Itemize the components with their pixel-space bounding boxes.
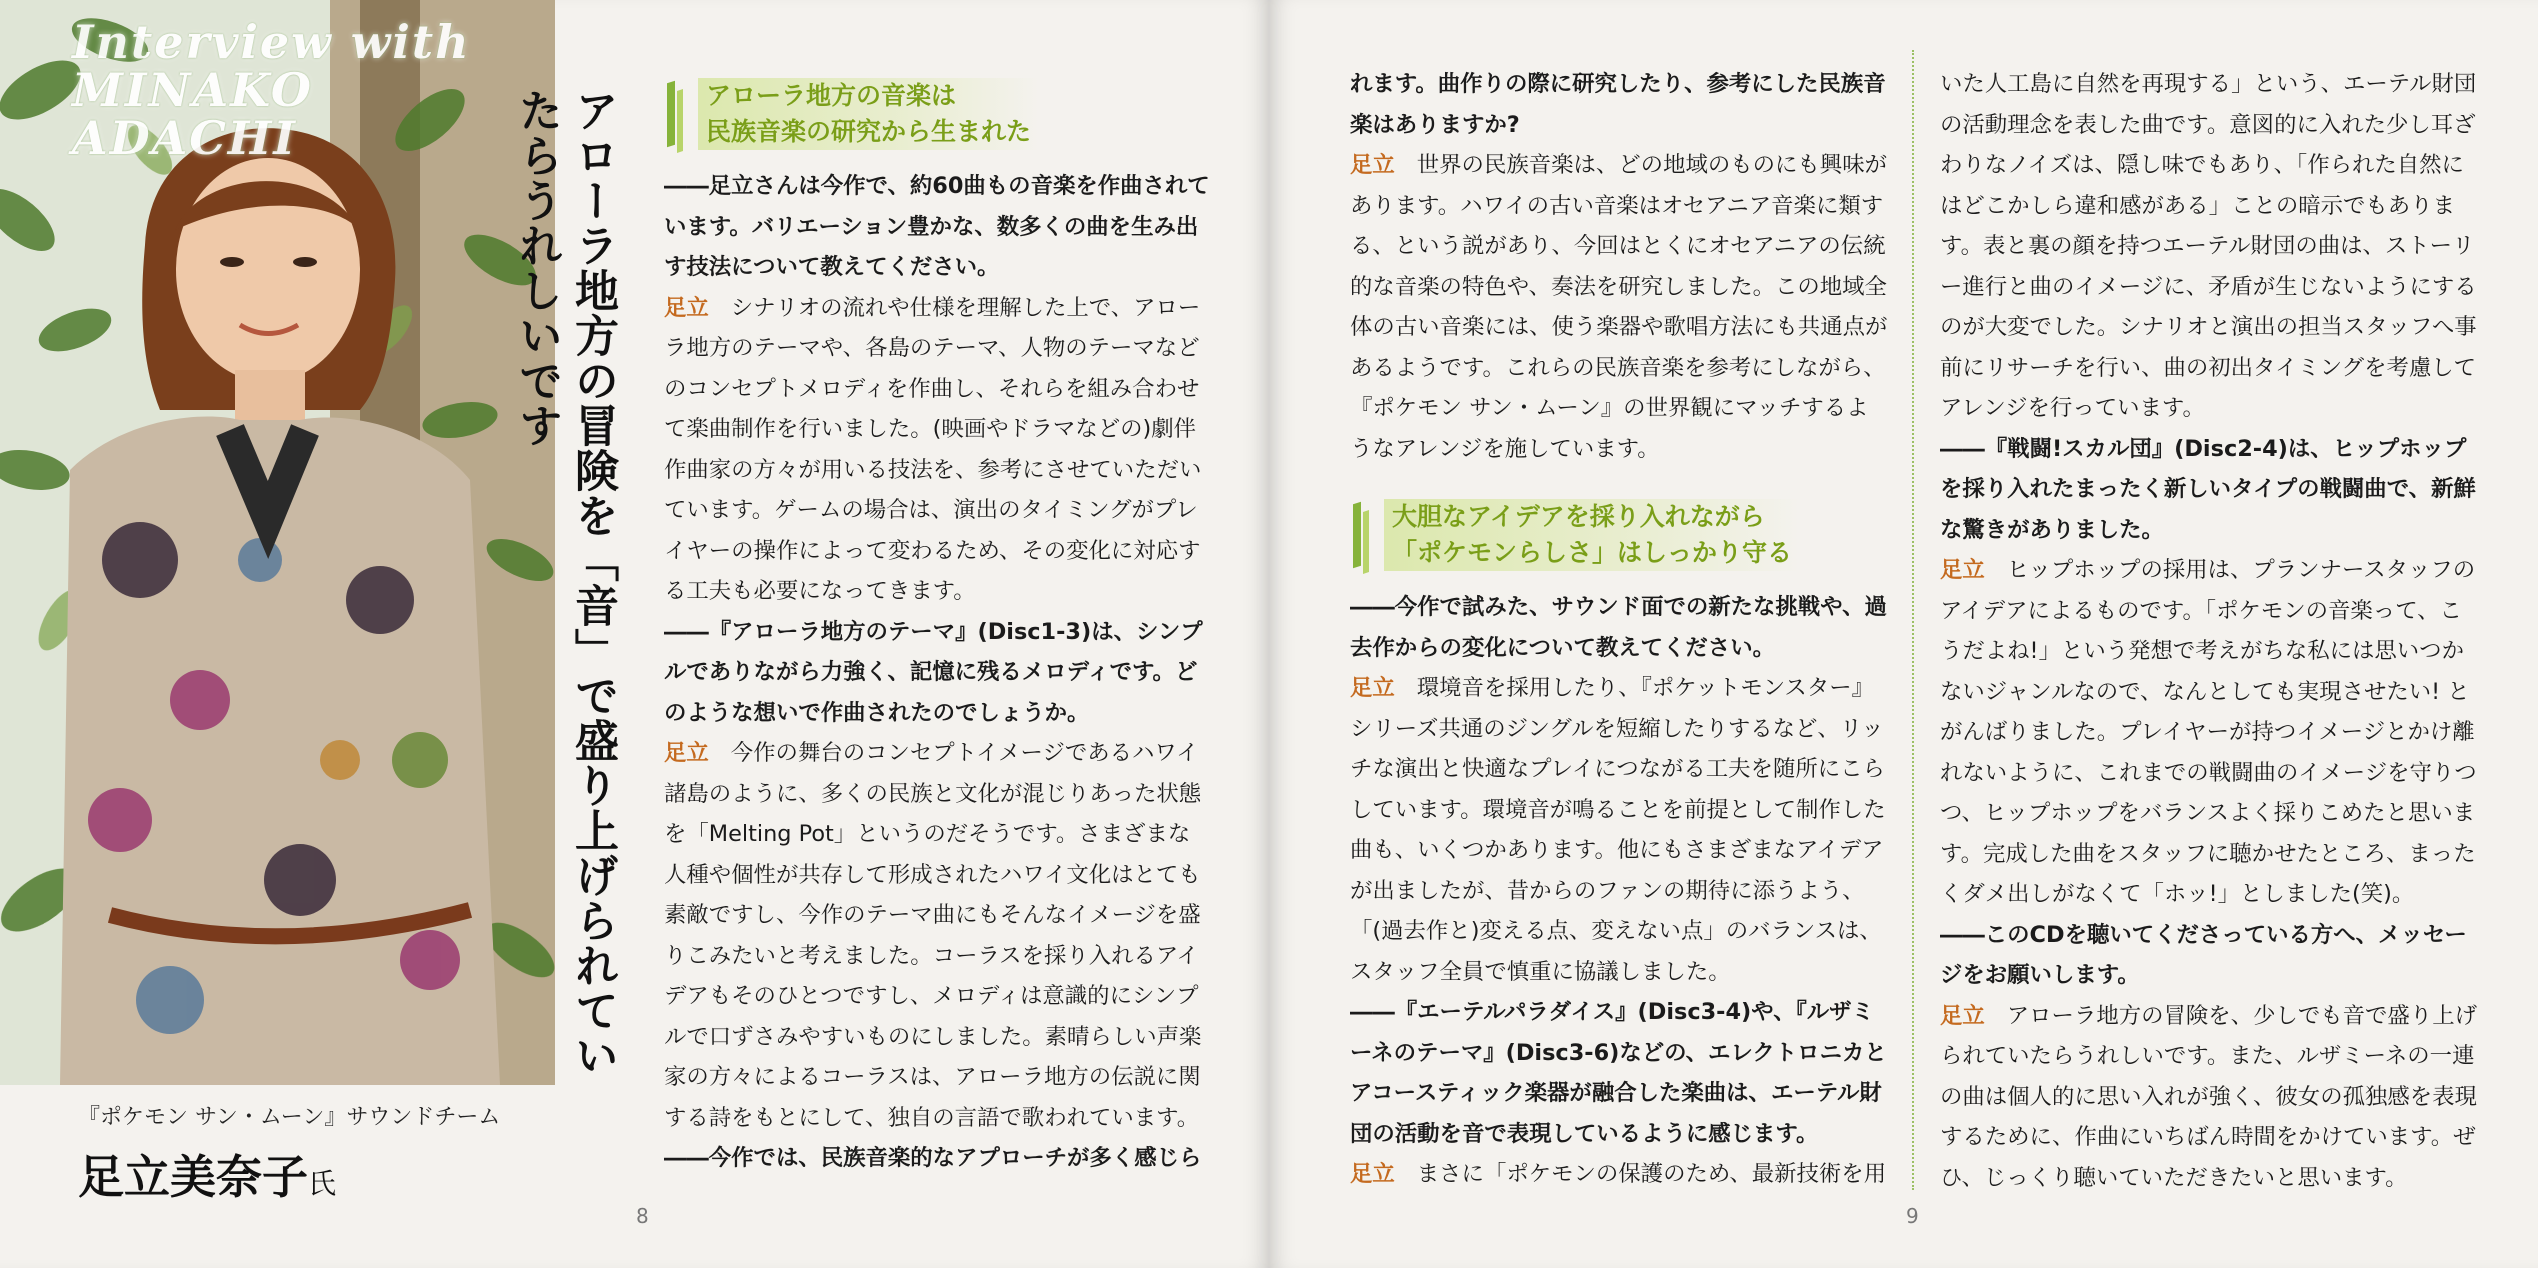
photo-caption [78,1100,548,1207]
paragraph-continuation [1940,64,2480,429]
caption-team: 『ポケモン サン・ムーン』サウンドチーム [78,1105,501,1130]
section-heading-2 [1350,499,1890,571]
paragraph-text: 世界の民族音楽は、どの地域のものにも興味があります。ハワイの古い音楽はオセアニア音楽に類する、という説があり、今回はとくにオセアニアの伝統的な音楽の特色や、奏法を研究しました。この地域全体の古い音楽には、使う楽器や歌唱方法にも共通点があるようです。これらの民族音楽を参考にしながら、『ポケモン サン・ムーン』の世界観にマッチするようなアレンジを施しています。 [1350,152,1888,462]
paragraph-text: シナリオの流れや仕様を理解した上で、アローラ地方のテーマや、各島のテーマ、人物のテーマなどのコンセプトメロディを作曲し、それらを組み合わせて楽曲制作を行いました。(映画やドラマなどの)劇伴作曲家の方々が用いる技法を、参考にさせていただいています。ゲームの場合は、演出のタイミングがプレイヤーの操作によって変わるため、その変化に対応する工夫も必要になってきます。 [664,294,1202,604]
section-heading-1-line1: アローラ地方の音楽は [706,81,957,110]
speaker-label: 足立 [1350,152,1395,178]
section-heading-2-line2: 「ポケモンらしさ」はしっかり守る [1392,538,1793,567]
right-col1-paragraphs-after [1350,587,1890,1195]
interview-title-overlay: Interview with MINAKO ADACHI [72,15,471,165]
page-number-left: 8 [636,1204,649,1228]
paragraph-text: ――このCDを聴いてくださっている方へ、メッセージをお願いします。 [1940,921,2467,988]
interview-photo [0,0,555,1085]
paragraph-text: れます。曲作りの際に研究したり、参考にした民族音楽はありますか? [1350,71,1886,138]
heading-marker-icon [664,78,688,150]
speaker-label: 足立 [664,740,709,766]
right-col2-paragraphs [1940,64,2480,1198]
paragraph-text: 今作の舞台のコンセプトイメージであるハワイ諸島のように、多くの民族と文化が混じりあった状態を「Melting Pot」というのだそうです。さまざまな人種や個性が共存して形成されたハワイ文化はとても素敵ですし、今作のテーマ曲にもそんなイメージを盛りこみたいと考えました。コーラスを採り入れるアイデアもそのひとつですし、メロディは意識的にシンプルで口ずさみやすいものにしました。素晴らしい声楽家の方々によるコーラスは、アローラ地方の伝説に関する詩をもとにして、独自の言語で歌われています。 [664,740,1202,1131]
paragraph-text: ――『エーテルパラダイス』(Disc3-4)や、『ルザミーネのテーマ』(Disc3-6)などの、エレクトロニカとアコースティック楽器が融合した楽曲は、エーテル財団の活動を音で表現しているように感じます。 [1350,999,1887,1147]
paragraph-text: いた人工島に自然を再現する」という、エーテル財団の活動理念を表した曲です。意図的に入れた少し耳ざわりなノイズは、隠し味でもあり、「作られた自然にはどこかしら違和感がある」ことの暗示でもあります。表と裏の顔を持つエーテル財団の曲は、ストーリー進行と曲のイメージに、矛盾が生じないようにするのが大変でした。シナリオと演出の担当スタッフへ事前にリサーチを行い、曲の初出タイミングを考慮してアレンジを行っています。 [1940,71,2477,421]
paragraph-text: ――『アローラ地方のテーマ』(Disc1-3)は、シンプルでありながら力強く、記憶に残るメロディです。どのような想いで作曲されたのでしょうか。 [664,618,1203,726]
interview-answer [664,733,1212,1138]
speaker-label: 足立 [1350,675,1395,701]
paragraph-text: ――『戦闘!スカル団』(Disc2-4)は、ヒップホップを採り入れたまったく新しいタイプの戦闘曲で、新鮮な驚きがありました。 [1940,435,2476,543]
right-col1-paragraphs-before [1350,64,1890,469]
paragraph-text: ――足立さんは今作で、約60曲もの音楽を作曲されています。バリエーション豊かな、数多くの曲を生み出す技法について教えてください。 [664,173,1210,280]
speaker-label: 足立 [664,294,709,321]
interview-question [1350,64,1890,145]
speaker-label: 足立 [1940,557,1985,583]
right-text-column-2 [1940,64,2480,1198]
heading-marker-icon [1350,499,1374,571]
interview-question [1940,429,2480,551]
interview-question [664,612,1212,734]
interview-answer [1350,668,1890,992]
interview-question [1940,915,2480,996]
left-text-column [664,78,1212,1179]
honorific: 氏 [308,1167,337,1200]
paragraph-text: まさに「ポケモンの保護のため、最新技術を用 [1416,1161,1887,1187]
interviewee-name: 足立美奈子 [78,1150,308,1204]
interview-answer [1940,550,2480,915]
paragraph-text: アローラ地方の冒険を、少しでも音で盛り上げられていたらうれしいです。また、ルザミーネの一連の曲は個人的に思い入れが強く、彼女の孤独感を表現するために、作曲にいちばん時間をかけています。ぜひ、じっくり聴いていただきたいと思います。 [1940,1002,2477,1191]
paragraph-text: ヒップホップの採用は、プランナースタッフのアイデアによるものです。「ポケモンの音楽って、こうだよね!」という発想で考えがちな私には思いつかないジャンルなので、なんとしても実現させたい! とがんばりました。プレイヤーが持つイメージとかけ離れないように、これまでの戦闘曲のイメージを守りつつ、ヒップホップをバランスよく採りこめたと思います。完成した曲をスタッフに聴かせたところ、まったくダメ出しがなくて「ホッ!」としました(笑)。 [1940,557,2477,907]
interview-question [664,1138,1212,1179]
interview-answer [1350,1154,1890,1195]
paragraph-text: ――今作で試みた、サウンド面での新たな挑戦や、過去作からの変化について教えてください。 [1350,594,1887,661]
speaker-label: 足立 [1350,1161,1395,1187]
interview-question [1350,992,1890,1154]
section-heading-2-line1: 大胆なアイデアを採り入れながら [1392,502,1765,531]
interview-answer [664,288,1212,612]
section-heading-1-line2: 民族音楽の研究から生まれた [706,117,1032,146]
right-text-column-1 [1350,64,1890,1195]
interview-answer [1940,996,2480,1199]
column-divider [1912,50,1914,1190]
interview-question [664,166,1212,288]
interview-question [1350,587,1890,668]
paragraph-text: 環境音を採用したり、『ポケットモンスター』シリーズ共通のジングルを短縮したりするなど、リッチな演出と快適なプレイにつながる工夫を随所にこらしています。環境音が鳴ることを前提として制作した曲も、いくつかあります。他にもさまざまなアイデアが出ましたが、昔からのファンの期待に添うよう、「(過去作と)変える点、変えない点」のバランスは、スタッフ全員で慎重に協議しました。 [1350,675,1886,985]
section-heading-1 [664,78,1212,150]
left-paragraphs [664,166,1212,1179]
speaker-label: 足立 [1940,1002,1985,1029]
page-number-right: 9 [1906,1204,1919,1228]
paragraph-text: ――今作では、民族音楽的なアプローチが多く感じら [664,1145,1202,1171]
interview-answer [1350,145,1890,469]
caption-name [78,1141,548,1207]
vertical-headline: アローラ地方の冒険を「音」で盛り上げられていたらうれしいです [511,88,618,1078]
